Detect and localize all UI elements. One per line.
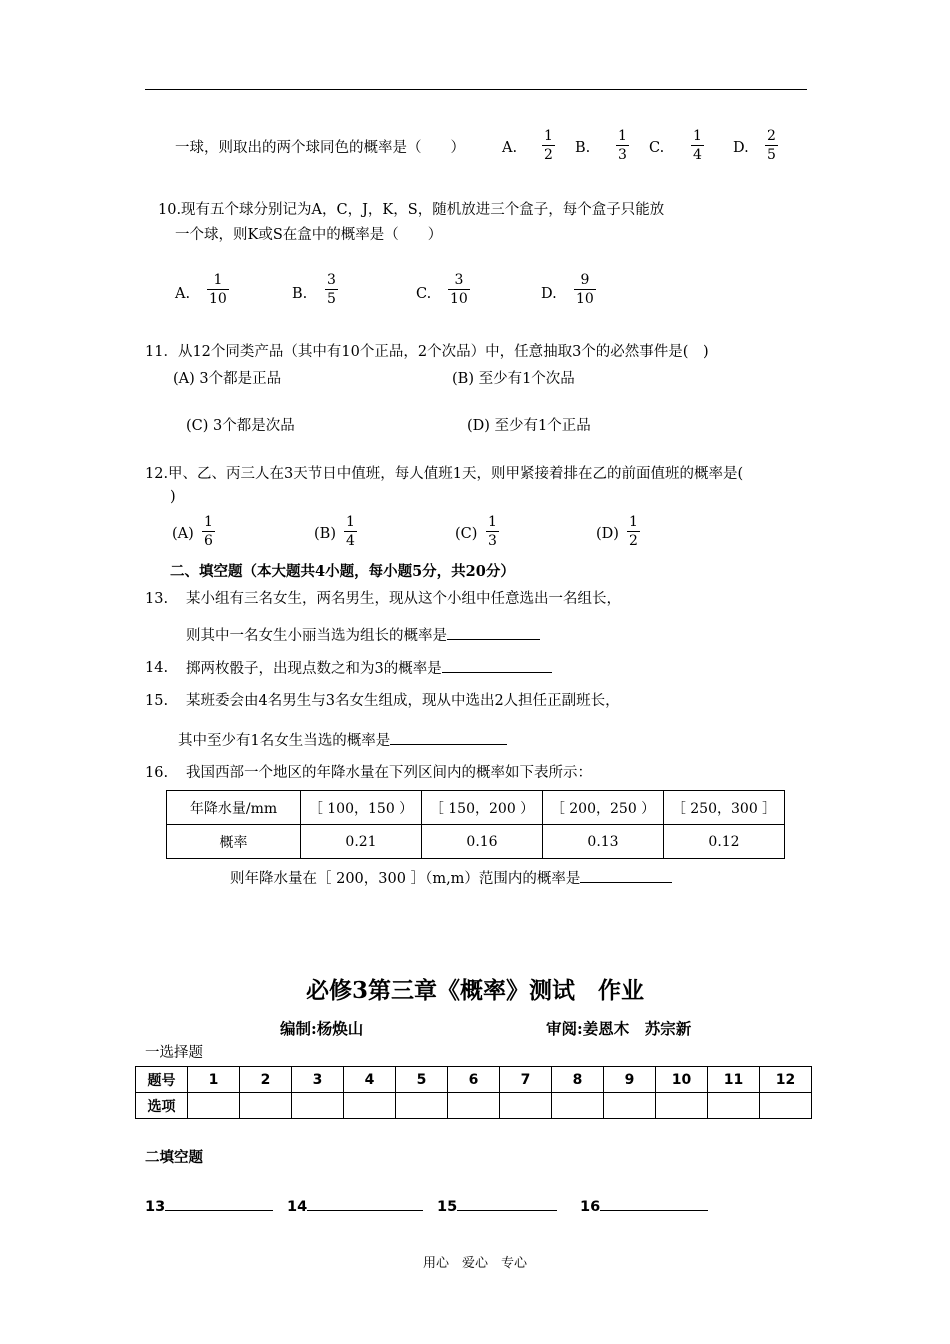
table-cell: 0.12 bbox=[664, 825, 785, 859]
table-header: 年降水量/mm bbox=[167, 791, 301, 825]
editor-credit: 编制:杨焕山 bbox=[280, 1019, 364, 1038]
question-number: 6 bbox=[448, 1067, 500, 1093]
q10-option-d-fraction: $\frac{9}{10}$ bbox=[576, 272, 594, 307]
question-number: 2 bbox=[240, 1067, 292, 1093]
blank-13-line[interactable] bbox=[165, 1196, 273, 1211]
table-cell: 0.21 bbox=[301, 825, 422, 859]
q10-option-c-fraction: $\frac{3}{10}$ bbox=[450, 272, 468, 307]
question-number: 1 bbox=[188, 1067, 240, 1093]
answer-cell[interactable] bbox=[500, 1093, 552, 1119]
answer-cell[interactable] bbox=[396, 1093, 448, 1119]
rainfall-probability-table bbox=[166, 790, 785, 859]
q9-option-c-label: C. bbox=[649, 140, 665, 156]
question-number: 7 bbox=[500, 1067, 552, 1093]
q12-option-a-label: (A) bbox=[172, 526, 194, 542]
q13-answer-blank[interactable] bbox=[447, 625, 540, 640]
table-header: ［ 100，150 ） bbox=[301, 791, 422, 825]
q16-text: 我国西部一个地区的年降水量在下列区间内的概率如下表所示： bbox=[186, 765, 592, 781]
blank-14: 14 bbox=[287, 1196, 423, 1217]
q15-line1: 某班委会由4名男生与3名女生组成，现从中选出2人担任正副班长， bbox=[186, 693, 620, 709]
q12-option-b-label: (B) bbox=[314, 526, 336, 542]
answer-sheet-title: 必修3第三章《概率》测试 作业 bbox=[305, 977, 644, 1004]
q10-option-b-fraction: $\frac{3}{5}$ bbox=[327, 272, 336, 307]
question-number: 5 bbox=[396, 1067, 448, 1093]
answer-grid bbox=[135, 1066, 812, 1119]
answer-cell[interactable] bbox=[292, 1093, 344, 1119]
q10-option-a-fraction: $\frac{1}{10}$ bbox=[209, 272, 227, 307]
q9-option-b-fraction: $\frac{1}{3}$ bbox=[618, 128, 627, 163]
q10-line1: 10.现有五个球分别记为A，C，J，K，S，随机放进三个盒子，每个盒子只能放 bbox=[158, 202, 665, 218]
q13-number: 13. bbox=[145, 591, 169, 607]
blank-15: 15 bbox=[437, 1196, 557, 1217]
q16-after: 则年降水量在［ 200，300 ］（m,m）范围内的概率是 bbox=[230, 868, 672, 889]
q11-option-c: (C) 3个都是次品 bbox=[186, 418, 295, 434]
q9-option-d-fraction: $\frac{2}{5}$ bbox=[767, 128, 776, 163]
q14-number: 14. bbox=[145, 660, 169, 676]
question-number: 11 bbox=[708, 1067, 760, 1093]
table-cell: 0.13 bbox=[543, 825, 664, 859]
table-row bbox=[136, 1093, 812, 1119]
question-number: 12 bbox=[760, 1067, 812, 1093]
q12-option-c-fraction: $\frac{1}{3}$ bbox=[488, 514, 497, 549]
q9-option-c-fraction: $\frac{1}{4}$ bbox=[693, 128, 702, 163]
answer-cell[interactable] bbox=[240, 1093, 292, 1119]
q13-line1: 某小组有三名女生，两名男生，现从这个小组中任意选出一名组长， bbox=[186, 591, 621, 607]
table-header: ［ 200，250 ） bbox=[543, 791, 664, 825]
q15-answer-blank[interactable] bbox=[390, 730, 507, 745]
q16-answer-blank[interactable] bbox=[580, 868, 672, 883]
question-number: 3 bbox=[292, 1067, 344, 1093]
answer-cell[interactable] bbox=[188, 1093, 240, 1119]
choice-section-label: 一选择题 bbox=[145, 1045, 203, 1061]
blank-15-line[interactable] bbox=[457, 1196, 557, 1211]
q14-answer-blank[interactable] bbox=[442, 658, 552, 673]
answer-cell[interactable] bbox=[656, 1093, 708, 1119]
q12-line1: 12.甲、乙、丙三人在3天节日中值班，每人值班1天，则甲紧接着排在乙的前面值班的概率是( bbox=[145, 466, 744, 482]
q11-option-b: (B) 至少有1个次品 bbox=[452, 371, 575, 387]
q12-option-d-fraction: $\frac{1}{2}$ bbox=[629, 514, 638, 549]
q11-option-d: (D) 至少有1个正品 bbox=[467, 418, 591, 434]
table-header: ［ 250，300 ］ bbox=[664, 791, 785, 825]
q9-option-a-fraction: $\frac{1}{2}$ bbox=[544, 128, 553, 163]
question-number: 10 bbox=[656, 1067, 708, 1093]
q10-option-a-label: A. bbox=[175, 286, 191, 302]
question-number: 4 bbox=[344, 1067, 396, 1093]
page-footer: 用心 爱心 专心 bbox=[422, 1256, 527, 1271]
table-cell: 概率 bbox=[167, 825, 301, 859]
fill-section-label: 二填空题 bbox=[145, 1150, 203, 1166]
q9-option-a-label: A. bbox=[502, 140, 518, 156]
question-number: 9 bbox=[604, 1067, 656, 1093]
table-row bbox=[167, 825, 785, 859]
question-number: 8 bbox=[552, 1067, 604, 1093]
q10-line2: 一个球，则K或S在盒中的概率是（ ） bbox=[175, 227, 443, 243]
q10-option-c-label: C. bbox=[416, 286, 432, 302]
header-rule bbox=[145, 89, 807, 90]
table-cell: 0.16 bbox=[422, 825, 543, 859]
q12-option-d-label: (D) bbox=[596, 526, 619, 542]
q10-option-d-label: D. bbox=[541, 286, 557, 302]
q9-option-b-label: B. bbox=[575, 140, 591, 156]
table-header: ［ 150，200 ） bbox=[422, 791, 543, 825]
q15-line2: 其中至少有1名女生当选的概率是 bbox=[178, 730, 507, 751]
answer-cell[interactable] bbox=[344, 1093, 396, 1119]
q12-line2: ) bbox=[170, 489, 176, 505]
row-label-answer: 选项 bbox=[136, 1093, 188, 1119]
q11-text: 11．从12个同类产品（其中有10个正品，2个次品）中，任意抽取3个的必然事件是( ) bbox=[145, 344, 709, 360]
q9-text: 一球，则取出的两个球同色的概率是（ ） bbox=[175, 140, 465, 156]
q12-option-c-label: (C) bbox=[455, 526, 478, 542]
q16-number: 16. bbox=[145, 765, 169, 781]
q12-option-b-fraction: $\frac{1}{4}$ bbox=[346, 514, 355, 549]
q13-line2: 则其中一名女生小丽当选为组长的概率是 bbox=[186, 625, 540, 646]
answer-cell[interactable] bbox=[760, 1093, 812, 1119]
answer-cell[interactable] bbox=[448, 1093, 500, 1119]
q11-option-a: (A) 3个都是正品 bbox=[173, 371, 282, 387]
q14-text: 掷两枚骰子，出现点数之和为3的概率是 bbox=[186, 658, 552, 679]
blank-13: 13 bbox=[145, 1196, 273, 1217]
section2-title: 二、填空题（本大题共4小题，每小题5分，共20分） bbox=[170, 563, 515, 580]
blank-16: 16 bbox=[580, 1196, 708, 1217]
answer-cell[interactable] bbox=[552, 1093, 604, 1119]
row-label-question: 题号 bbox=[136, 1067, 188, 1093]
q10-option-b-label: B. bbox=[292, 286, 308, 302]
blank-16-line[interactable] bbox=[600, 1196, 708, 1211]
table-row bbox=[167, 791, 785, 825]
q12-option-a-fraction: $\frac{1}{6}$ bbox=[204, 514, 213, 549]
table-row bbox=[136, 1067, 812, 1093]
reviewer-credit: 审阅:姜恩木 苏宗新 bbox=[546, 1019, 692, 1038]
q9-option-d-label: D. bbox=[733, 140, 749, 156]
answer-cell[interactable] bbox=[708, 1093, 760, 1119]
q15-number: 15. bbox=[145, 693, 169, 709]
blank-14-line[interactable] bbox=[307, 1196, 423, 1211]
answer-cell[interactable] bbox=[604, 1093, 656, 1119]
